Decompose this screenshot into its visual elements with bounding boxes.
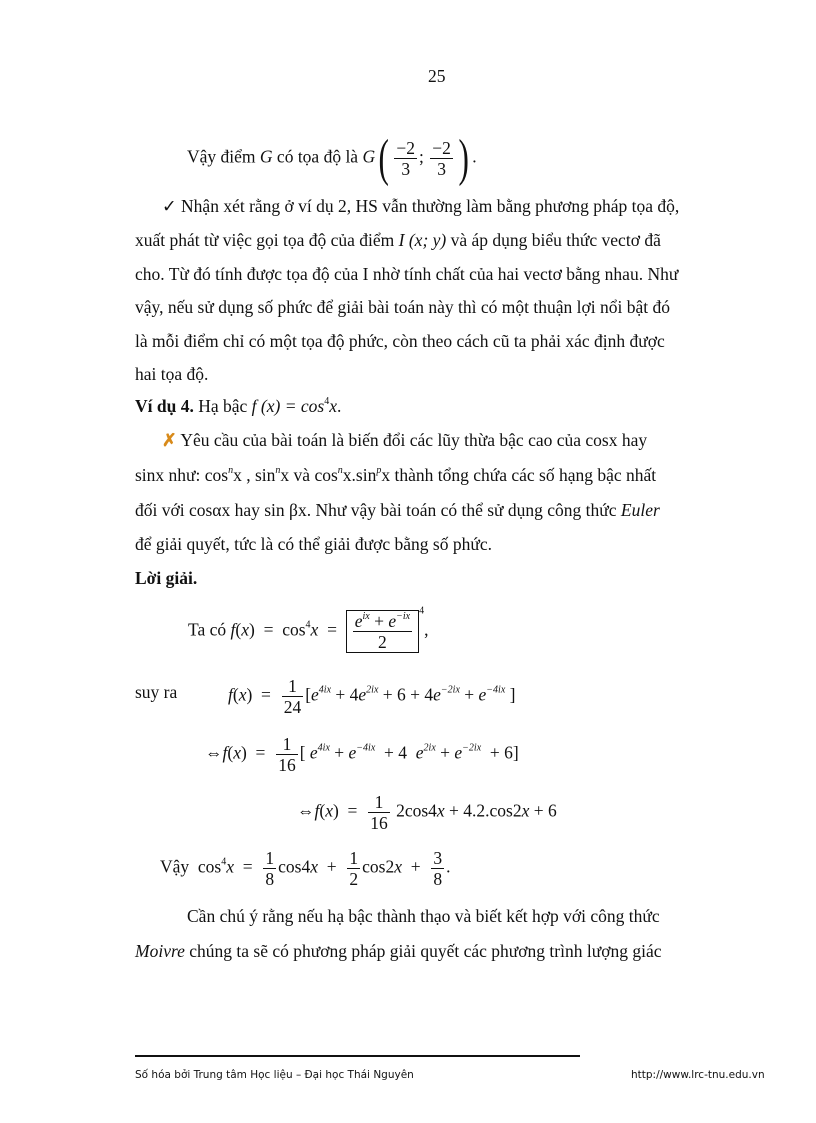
example-text: Hạ bậc bbox=[198, 396, 248, 416]
example-label: Ví dụ 4. bbox=[135, 396, 194, 416]
page-number: 25 bbox=[428, 66, 446, 86]
fraction-y: $\frac{-2}{3}$ bbox=[432, 138, 451, 179]
point-g-text: Vậy điểm bbox=[187, 146, 256, 167]
left-paren: ( bbox=[378, 129, 389, 187]
remark-body bbox=[135, 224, 738, 392]
remark-line5: là mỗi điểm chỉ có một tọa độ phức, còn theo cách cũ ta phải xác định được bbox=[135, 330, 665, 351]
point-g-mid: có tọa độ là bbox=[276, 146, 359, 167]
analysis-line1: ✗ Yêu cầu của bài toán là biến đổi các lũy thừa bậc cao của cosx hay bbox=[162, 430, 648, 450]
footer-rule bbox=[135, 1055, 580, 1057]
formula-2: f(x) = $\frac{1}{24}$ [$e^{4ix} + 4e^{2ix} + 6 + 4e^{-2ix} + e^{-4ix}$ ] bbox=[228, 676, 516, 717]
example-formula: f (x) = cos bbox=[251, 396, 325, 416]
point-g-line: Vậy điểm G có tọa độ là G( $\frac{-2}{3}$ ; $\frac{-2}{3}$ ) . bbox=[187, 129, 477, 187]
point-g-var2: G bbox=[362, 146, 376, 167]
remark-line2a: xuất phát từ việc gọi tọa độ của điểm bbox=[135, 230, 395, 250]
formula-vay: Vậy $\cos^4x$ = $\frac{1}{8}$ cos4x + $\frac{1}{2}$ cos2x + $\frac{3}{8}$ . bbox=[160, 848, 451, 889]
right-paren: ) bbox=[458, 129, 469, 187]
formula-suy-ra: suy ra bbox=[135, 682, 178, 702]
point-g-var: G bbox=[259, 146, 273, 167]
formula-ta-co: Ta có $f(x) = \cos^4x$ = $\frac{e^{ix} + e^{-ix}}{2}$ $^4$, bbox=[188, 605, 429, 652]
example-4: Ví dụ 4. Hạ bậc f $(x) = \cos^4x$. bbox=[135, 396, 342, 416]
analysis-line2: sinx như: $\cos^nx$ , $\sin^nx$ và $\cos^nx.\sin^px$ thành tổng chứa các số hạng bậc nhất bbox=[135, 465, 657, 485]
point-i: I (x; y) bbox=[398, 230, 447, 250]
formula-4: ⇔f(x) = $\frac{1}{16}$ 2cos4x + 4.2.cos2x + 6 bbox=[297, 792, 557, 833]
footer-link[interactable]: http://www.lrc-tnu.edu.vn bbox=[631, 1069, 765, 1081]
note-line1: Cần chú ý rằng nếu hạ bậc thành thạo và biết kết hợp với công thức bbox=[187, 906, 660, 926]
note-line2: Moivre chúng ta sẽ có phương pháp giải quyết các phương trình lượng giác bbox=[135, 941, 662, 961]
footer-left: Số hóa bởi Trung tâm Học liệu – Đại học Thái Nguyên bbox=[135, 1069, 414, 1081]
cross-icon: ✗ bbox=[162, 430, 177, 450]
remark-line2b: và áp dụng biểu thức vectơ đã bbox=[450, 230, 661, 250]
analysis-line3: đối với cosαx hay sin βx. Như vậy bài toán có thể sử dụng công thức Euler bbox=[135, 500, 660, 520]
solution-label: Lời giải. bbox=[135, 568, 198, 588]
analysis-line4: để giải quyết, tức là có thể giải được bằng số phức. bbox=[135, 534, 492, 554]
check-icon: ✓ bbox=[162, 196, 177, 216]
fraction-x: $\frac{-2}{3}$ bbox=[396, 138, 416, 179]
remark-line4: vậy, nếu sử dụng số phức để giải bài toán này thì có một thuận lợi nổi bật đó bbox=[135, 297, 670, 318]
remark-line1: ✓ Nhận xét rằng ở ví dụ 2, HS vẫn thường làm bằng phương pháp tọa độ, bbox=[162, 196, 680, 216]
formula-3: ⇔f(x) = $\frac{1}{16}$ [ $e^{4ix} + e^{-4ix} + 4$ $e^{2ix} + e^{-2ix} + 6$] bbox=[205, 734, 519, 775]
remark-line6: hai tọa độ. bbox=[135, 364, 209, 385]
remark-line3: cho. Từ đó tính được tọa độ của I nhờ tính chất của hai vectơ bằng nhau. Như bbox=[135, 263, 679, 284]
